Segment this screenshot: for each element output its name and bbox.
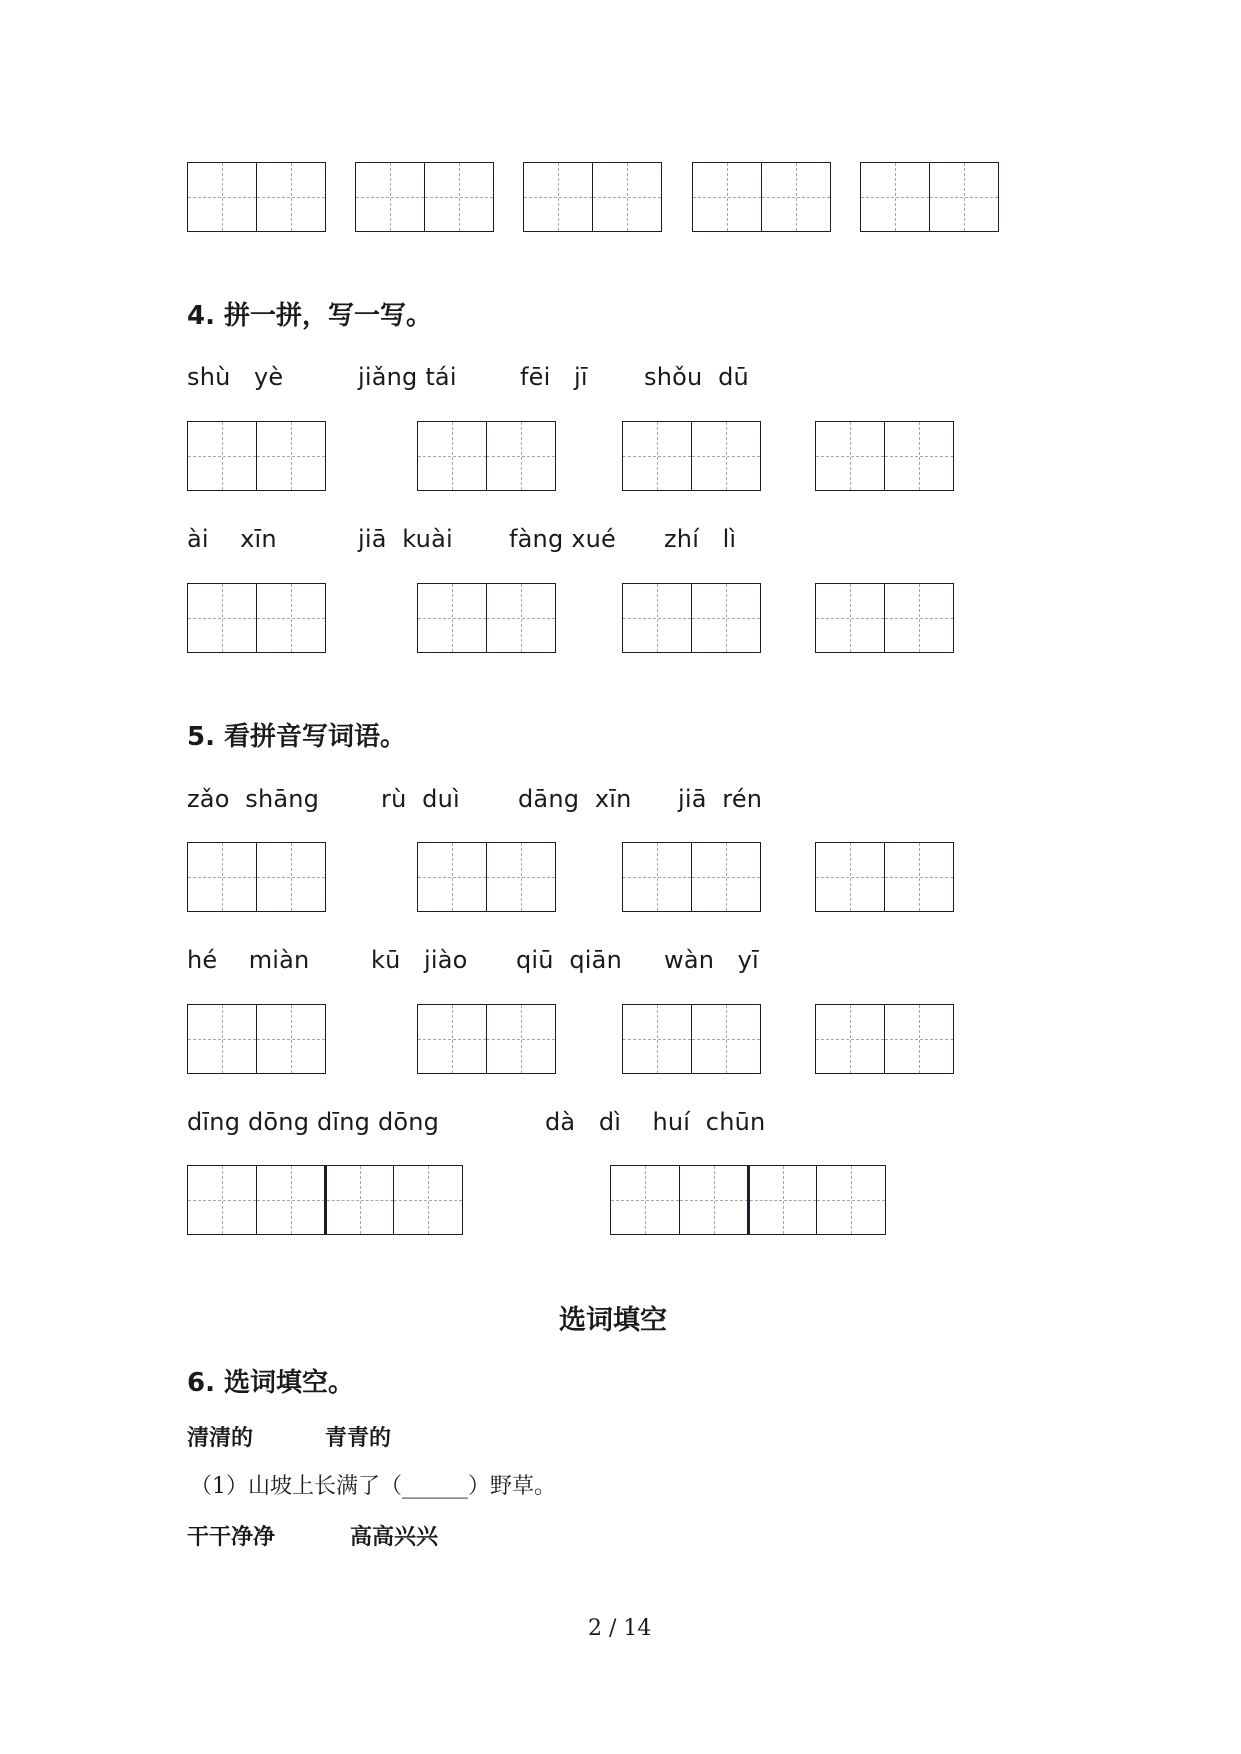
grid-cell [679, 1165, 749, 1235]
grid-cell [417, 1004, 487, 1074]
question-6-heading: 6. 选词填空。 [187, 1368, 355, 1398]
writing-grid [187, 583, 326, 653]
writing-grid [622, 842, 761, 912]
grid-cell [187, 583, 257, 653]
grid-cell [860, 162, 930, 232]
grid-cell [393, 1165, 463, 1235]
pinyin-label: jiā rén [678, 785, 763, 813]
question-4-heading: 4. 拼一拼，写一写。 [187, 301, 433, 331]
grid-cell [187, 421, 257, 491]
pinyin-label: wàn yī [664, 946, 759, 974]
writing-grid [417, 421, 556, 491]
writing-grid [187, 842, 326, 912]
writing-grid [622, 1004, 761, 1074]
writing-grid [815, 583, 954, 653]
grid-cell [424, 162, 494, 232]
grid-cell [815, 842, 885, 912]
writing-grid [187, 421, 326, 491]
grid-cell [884, 583, 954, 653]
grid-cell [815, 421, 885, 491]
grid-cell [692, 162, 762, 232]
writing-grid [692, 162, 831, 232]
grid-cell [884, 421, 954, 491]
writing-grid [815, 421, 954, 491]
grid-cell [256, 1165, 326, 1235]
pinyin-label: jiǎng tái [358, 363, 457, 391]
grid-cell [815, 1004, 885, 1074]
grid-cell [187, 842, 257, 912]
pinyin-label: dīng dōng dīng dōng [187, 1108, 440, 1136]
pinyin-label: dà dì huí chūn [545, 1108, 766, 1136]
grid-cell [622, 421, 692, 491]
pinyin-label: dāng xīn [518, 785, 632, 813]
pinyin-label: ài xīn [187, 525, 277, 553]
grid-cell [187, 162, 257, 232]
grid-cell [324, 1165, 394, 1235]
writing-grid [622, 421, 761, 491]
grid-cell [884, 1004, 954, 1074]
grid-cell [256, 162, 326, 232]
writing-grid [355, 162, 494, 232]
writing-grid [187, 1004, 326, 1074]
question-5-heading: 5. 看拼音写词语。 [187, 722, 407, 752]
writing-grid [417, 1004, 556, 1074]
pinyin-label: fēi jī [520, 363, 588, 391]
grid-cell [523, 162, 593, 232]
pinyin-label: hé miàn [187, 946, 310, 974]
grid-cell [610, 1165, 680, 1235]
grid-cell [761, 162, 831, 232]
writing-grid [187, 1165, 463, 1235]
grid-cell [929, 162, 999, 232]
writing-grid [417, 583, 556, 653]
pinyin-label: zhí lì [664, 525, 737, 553]
grid-cell [486, 1004, 556, 1074]
grid-cell [417, 421, 487, 491]
pinyin-label: qiū qiān [516, 946, 622, 974]
pinyin-label: shù yè [187, 363, 284, 391]
writing-grid [187, 162, 326, 232]
grid-cell [622, 842, 692, 912]
word-option: 高高兴兴 [350, 1525, 439, 1550]
writing-grid [815, 842, 954, 912]
grid-cell [691, 1004, 761, 1074]
word-option: 干干净净 [187, 1525, 276, 1550]
grid-cell [747, 1165, 817, 1235]
writing-grid [417, 842, 556, 912]
fill-in-sentence: （1）山坡上长满了（______）野草。 [190, 1474, 556, 1499]
grid-cell [691, 421, 761, 491]
pinyin-label: rù duì [381, 785, 460, 813]
grid-cell [486, 842, 556, 912]
grid-cell [187, 1165, 257, 1235]
grid-cell [417, 842, 487, 912]
word-option: 清清的 [187, 1426, 254, 1451]
writing-grid [523, 162, 662, 232]
grid-cell [355, 162, 425, 232]
pinyin-label: jiā kuài [358, 525, 453, 553]
writing-grid [610, 1165, 886, 1235]
word-option: 青青的 [325, 1426, 392, 1451]
page-number: 2 / 14 [588, 1616, 652, 1641]
writing-grid [815, 1004, 954, 1074]
section-title: 选词填空 [559, 1305, 667, 1336]
grid-cell [417, 583, 487, 653]
grid-cell [622, 1004, 692, 1074]
writing-grid [860, 162, 999, 232]
pinyin-label: kū jiào [371, 946, 468, 974]
grid-cell [486, 583, 556, 653]
grid-cell [815, 583, 885, 653]
grid-cell [816, 1165, 886, 1235]
writing-grid [622, 583, 761, 653]
pinyin-label: zǎo shāng [187, 785, 320, 813]
grid-cell [691, 583, 761, 653]
grid-cell [256, 583, 326, 653]
grid-cell [187, 1004, 257, 1074]
grid-cell [592, 162, 662, 232]
grid-cell [256, 421, 326, 491]
grid-cell [256, 842, 326, 912]
pinyin-label: shǒu dū [644, 363, 749, 391]
grid-cell [622, 583, 692, 653]
grid-cell [256, 1004, 326, 1074]
pinyin-label: fàng xué [509, 525, 617, 553]
grid-cell [486, 421, 556, 491]
grid-cell [884, 842, 954, 912]
grid-cell [691, 842, 761, 912]
